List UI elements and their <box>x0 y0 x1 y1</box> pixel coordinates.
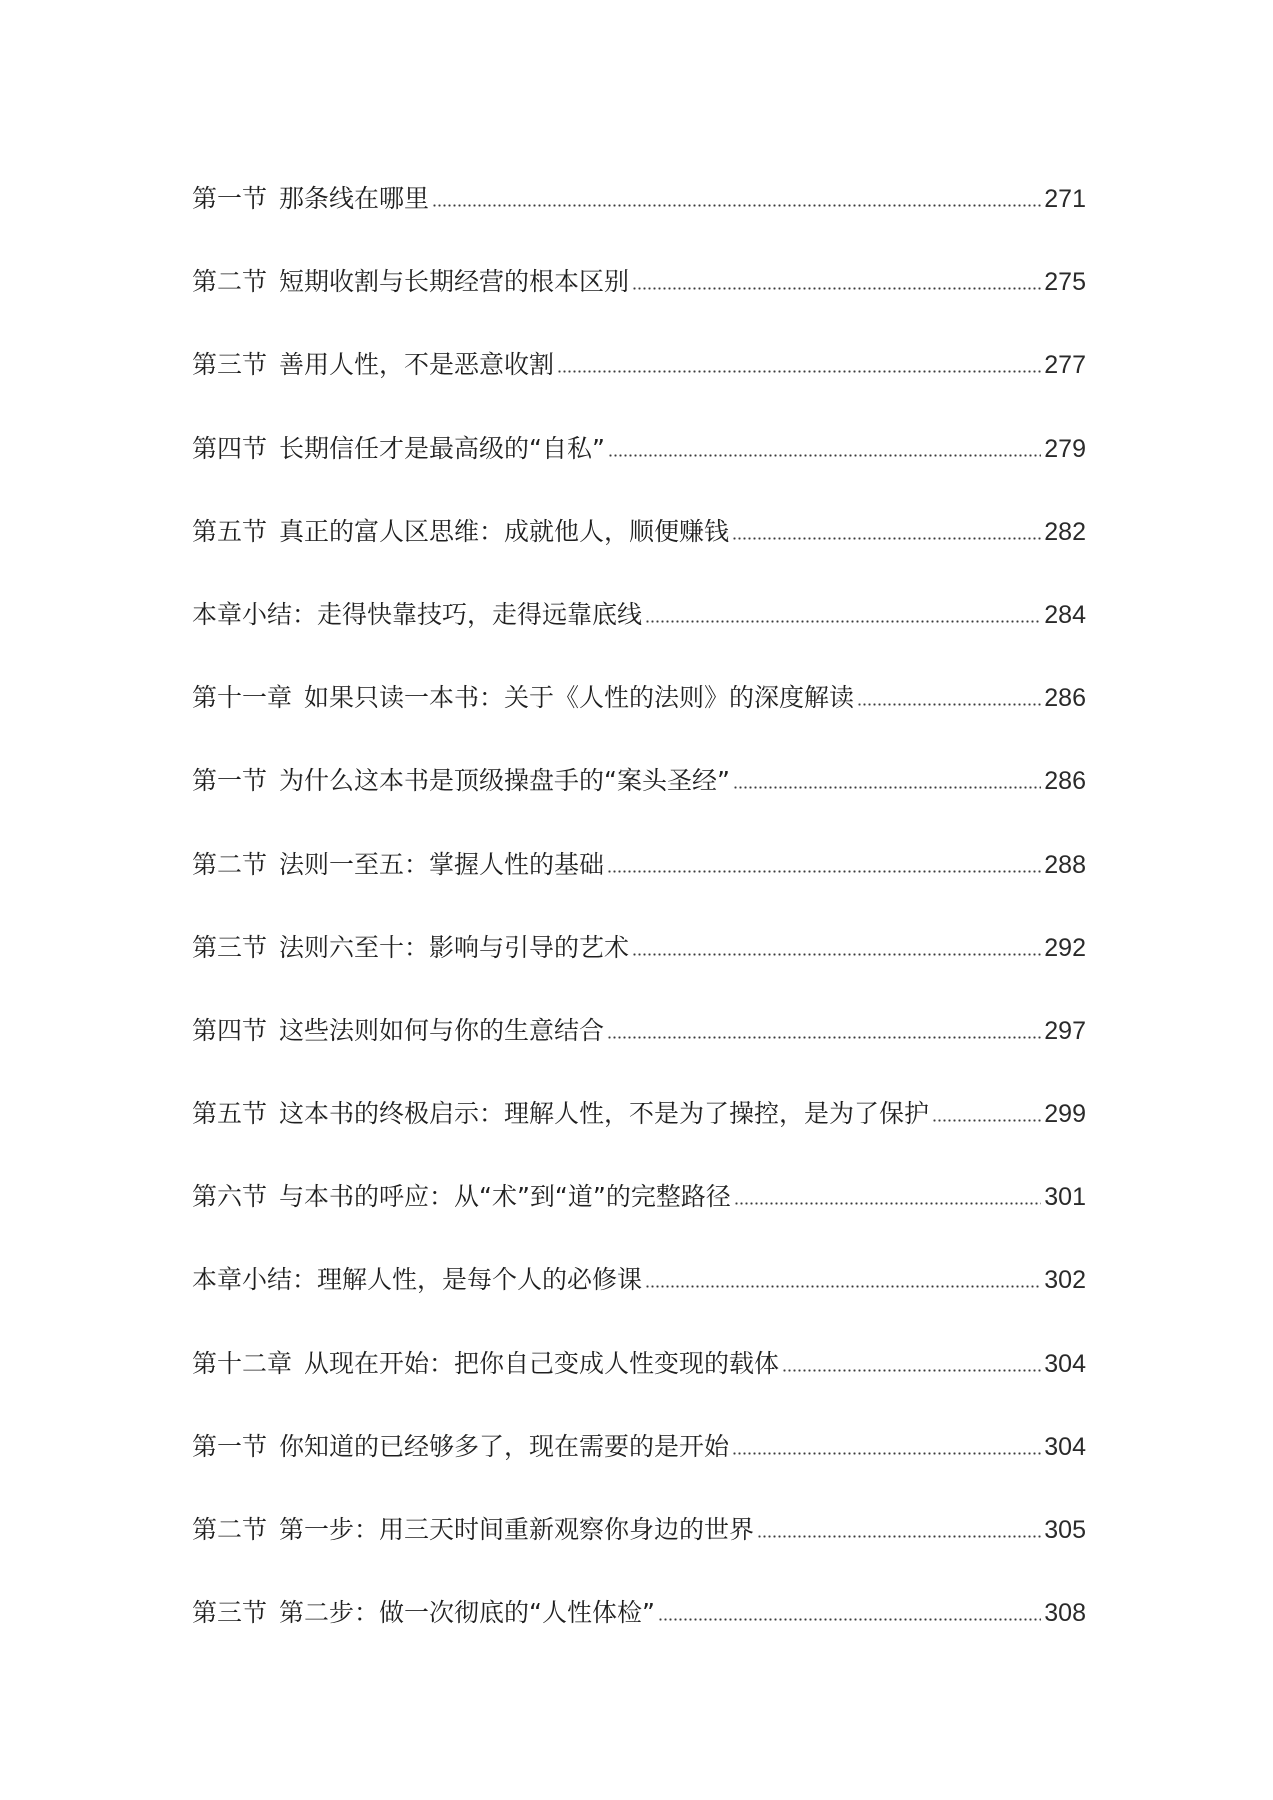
entry-title: 法则一至五：掌握人性的基础 <box>279 849 605 879</box>
dot-leader <box>608 428 1041 458</box>
entry-title: 那条线在哪里 <box>279 184 430 213</box>
entry-number: 第三节 <box>192 1598 268 1628</box>
page-number: 286 <box>1044 767 1086 796</box>
entry-title: 你知道的已经够多了，现在需要的是开始 <box>279 1431 730 1461</box>
entry-label <box>192 1176 731 1218</box>
page-number: 304 <box>1044 1432 1086 1461</box>
entry-title: 短期收割与长期经营的根本区别 <box>279 267 630 297</box>
entry-label <box>192 594 642 636</box>
dot-leader <box>645 594 1041 624</box>
dot-leader <box>632 261 1041 291</box>
toc-entry[interactable] <box>192 927 1086 1010</box>
entry-number: 第一节 <box>192 1431 268 1461</box>
toc-entry[interactable] <box>192 677 1086 760</box>
toc-entry[interactable] <box>192 760 1086 843</box>
entry-label <box>192 1592 655 1634</box>
entry-title: 为什么这本书是顶级操盘手的“案头圣经” <box>279 766 730 796</box>
toc-entry[interactable] <box>192 1426 1086 1509</box>
toc-entry[interactable] <box>192 1592 1086 1675</box>
page-number: 302 <box>1044 1266 1086 1295</box>
dot-leader <box>732 511 1041 541</box>
page-number: 286 <box>1044 684 1086 713</box>
dot-leader <box>645 1259 1041 1289</box>
dot-leader <box>658 1592 1041 1622</box>
toc-entry[interactable] <box>192 1093 1086 1176</box>
entry-label <box>192 1509 754 1551</box>
toc-entry[interactable] <box>192 844 1086 927</box>
entry-number: 第五节 <box>192 1099 268 1129</box>
dot-leader <box>733 760 1041 790</box>
entry-label <box>192 1426 729 1468</box>
page-number: 305 <box>1044 1516 1086 1544</box>
toc-entry[interactable] <box>192 1343 1086 1426</box>
dot-leader <box>732 1426 1041 1456</box>
entry-number: 第五节 <box>192 516 268 546</box>
entry-number: 第十一章 <box>192 683 293 713</box>
page-number: 284 <box>1044 600 1086 629</box>
page-number: 275 <box>1044 268 1086 297</box>
entry-label <box>192 1093 929 1135</box>
entry-label <box>192 677 854 719</box>
toc-entry[interactable] <box>192 261 1086 344</box>
toc-entry[interactable] <box>192 1509 1086 1592</box>
entry-number: 第四节 <box>192 1015 268 1045</box>
page-number: 292 <box>1044 933 1086 962</box>
entry-title: 本章小结：理解人性，是每个人的必修课 <box>192 1265 643 1295</box>
dot-leader <box>857 677 1041 707</box>
page-number: 271 <box>1044 185 1086 213</box>
entry-label <box>192 511 729 553</box>
entry-label <box>192 344 554 386</box>
entry-label <box>192 1259 642 1301</box>
toc-entry[interactable] <box>192 428 1086 511</box>
dot-leader <box>734 1176 1041 1206</box>
entry-title: 这本书的终极启示：理解人性，不是为了操控，是为了保护 <box>279 1099 930 1129</box>
entry-label <box>192 844 604 886</box>
page-number: 282 <box>1044 517 1086 546</box>
entry-title: 善用人性，不是恶意收割 <box>279 350 555 380</box>
dot-leader <box>607 844 1041 874</box>
page-number: 288 <box>1044 850 1086 879</box>
page-number: 299 <box>1044 1100 1086 1129</box>
entry-label <box>192 1343 779 1385</box>
toc-entry[interactable] <box>192 178 1086 261</box>
entry-label <box>192 178 429 220</box>
entry-title: 与本书的呼应：从“术”到“道”的完整路径 <box>279 1182 731 1212</box>
entry-title: 法则六至十：影响与引导的艺术 <box>279 932 630 962</box>
page-number: 308 <box>1044 1599 1086 1628</box>
page-number: 279 <box>1044 434 1086 463</box>
entry-number: 第十二章 <box>192 1348 293 1378</box>
toc-entry[interactable] <box>192 594 1086 677</box>
toc-entry[interactable] <box>192 1176 1086 1259</box>
entry-number: 第三节 <box>192 932 268 962</box>
dot-leader <box>782 1343 1041 1373</box>
entry-title: 这些法则如何与你的生意结合 <box>279 1015 605 1045</box>
entry-number: 第三节 <box>192 350 268 380</box>
entry-title: 长期信任才是最高级的“自私” <box>279 433 605 463</box>
page-number: 297 <box>1044 1016 1086 1045</box>
table-of-contents <box>192 178 1086 1675</box>
toc-entry[interactable] <box>192 1010 1086 1093</box>
entry-label <box>192 261 629 303</box>
entry-number: 第二节 <box>192 267 268 297</box>
dot-leader <box>632 927 1041 957</box>
entry-label <box>192 760 730 802</box>
entry-number: 第一节 <box>192 766 268 796</box>
entry-title: 第一步：用三天时间重新观察你身边的世界 <box>279 1515 755 1544</box>
toc-entry[interactable] <box>192 1259 1086 1342</box>
entry-label <box>192 927 629 969</box>
entry-title: 本章小结：走得快靠技巧，走得远靠底线 <box>192 599 643 629</box>
entry-title: 从现在开始：把你自己变成人性变现的载体 <box>304 1348 780 1378</box>
entry-number: 第二节 <box>192 1515 268 1544</box>
page-number: 277 <box>1044 351 1086 380</box>
dot-leader <box>607 1010 1041 1040</box>
entry-number: 第四节 <box>192 433 268 463</box>
dot-leader <box>557 344 1041 374</box>
entry-title: 如果只读一本书：关于《人性的法则》的深度解读 <box>304 683 855 713</box>
dot-leader <box>932 1093 1041 1123</box>
entry-number: 第二节 <box>192 849 268 879</box>
page-number: 301 <box>1044 1183 1086 1212</box>
entry-title: 第二步：做一次彻底的“人性体检” <box>279 1598 655 1628</box>
entry-number: 第六节 <box>192 1182 268 1212</box>
entry-title: 真正的富人区思维：成就他人，顺便赚钱 <box>279 516 730 546</box>
toc-entry[interactable] <box>192 344 1086 427</box>
entry-label <box>192 428 605 470</box>
toc-entry[interactable] <box>192 511 1086 594</box>
dot-leader <box>757 1509 1041 1539</box>
page-number: 304 <box>1044 1349 1086 1378</box>
entry-number: 第一节 <box>192 184 268 213</box>
entry-label <box>192 1010 604 1052</box>
dot-leader <box>432 178 1041 208</box>
